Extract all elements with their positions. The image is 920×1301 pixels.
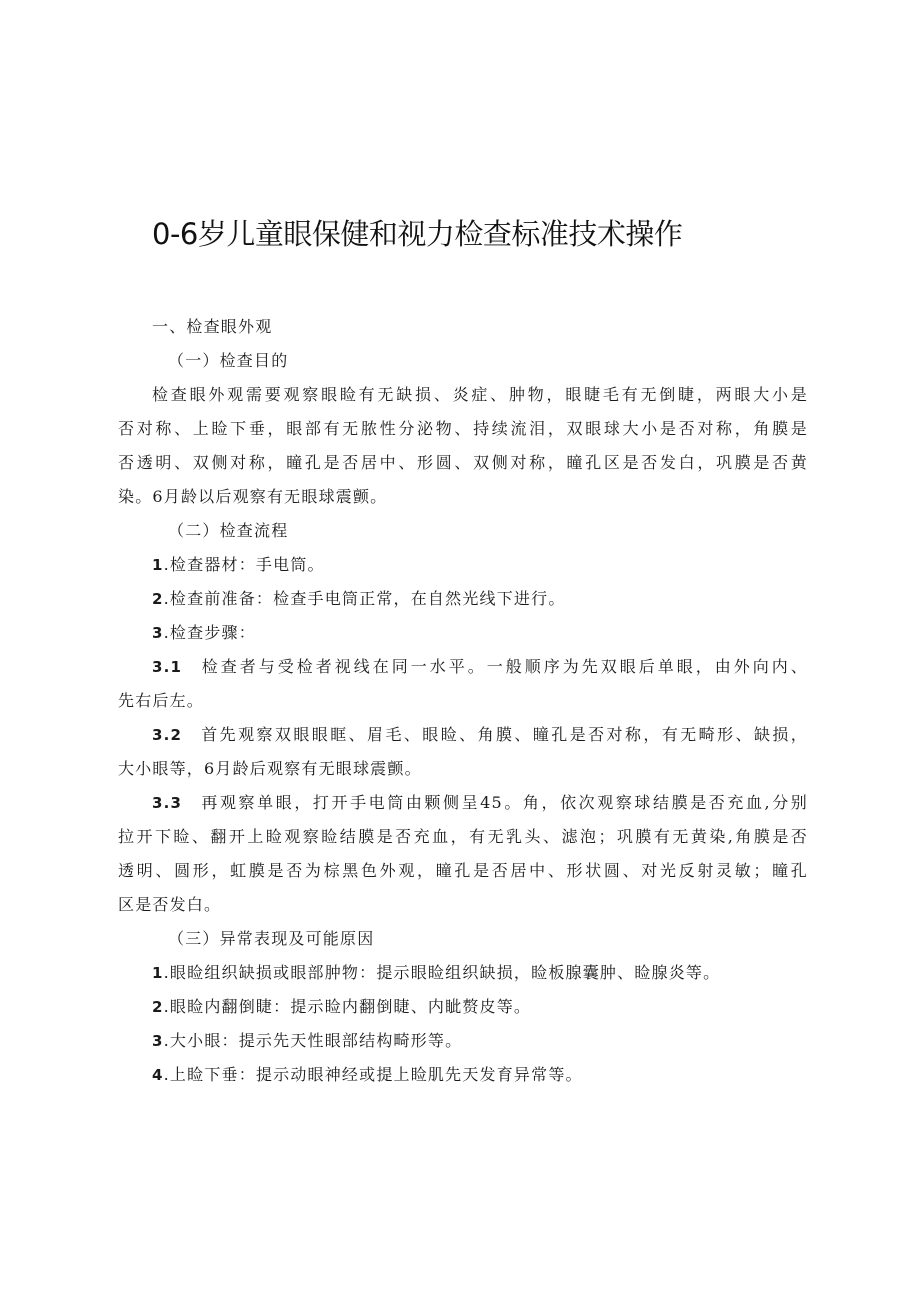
step-paragraph (118, 786, 808, 922)
document-body (118, 310, 808, 1092)
document-title: 0-6岁儿童眼保健和视力检查标准技术操作 (152, 217, 683, 251)
paragraph-line: 检查眼外观需要观察眼睑有无缺损、炎症、肿物，眼睫毛有无倒睫，两眼大小是 (152, 385, 808, 404)
paragraph-line: 否对称、上睑下垂，眼部有无脓性分泌物、持续流泪，双眼球大小是否对称，角膜是 (118, 419, 808, 438)
list-item (118, 616, 808, 650)
list-text: .上睑下垂：提示动眼神经或提上睑肌先天发育异常等。 (163, 1065, 583, 1084)
list-text: .眼睑组织缺损或眼部肿物：提示眼睑组织缺损，睑板腺囊肿、睑腺炎等。 (163, 963, 721, 982)
step-number: 3.2 (152, 726, 183, 744)
paragraph-line: 区是否发白。 (118, 895, 222, 914)
list-text: .检查前准备：检查手电筒正常，在自然光线下进行。 (163, 589, 566, 608)
subsection-heading-procedure: （二）检查流程 (168, 521, 289, 540)
step-text: 再观察单眼，打开手电筒由颗侧呈45。角，依次观察球结膜是否充血,分别 (200, 793, 808, 812)
paragraph-line: 透明、圆形，虹膜是否为棕黑色外观，瞳孔是否居中、形状圆、对光反射灵敏；瞳孔 (118, 861, 808, 880)
step-text: 检查者与受检者视线在同一水平。一般顺序为先双眼后单眼，由外向内、 (200, 657, 808, 676)
list-item (118, 582, 808, 616)
paragraph-line: 拉开下睑、翻开上睑观察睑结膜是否充血，有无乳头、滤泡；巩膜有无黄染,角膜是否 (118, 827, 808, 846)
list-item (118, 956, 808, 990)
paragraph-line: 否透明、双侧对称，瞳孔是否居中、形圆、双侧对称，瞳孔区是否发白，巩膜是否黄 (118, 453, 808, 472)
list-number: 1 (152, 964, 164, 982)
list-text: .大小眼：提示先天性眼部结构畸形等。 (163, 1031, 463, 1050)
subsection-heading-abnormal: （三）异常表现及可能原因 (168, 929, 375, 948)
section-heading: 一、检查眼外观 (152, 317, 273, 336)
paragraph-line: 染。6月龄以后观察有无眼球震颤。 (118, 487, 388, 506)
list-text: .检查器材：手电筒。 (163, 555, 325, 574)
paragraph-line: 大小眼等，6月龄后观察有无眼球震颤。 (118, 759, 422, 778)
list-text: .检查步骤： (163, 623, 256, 642)
list-number: 3 (152, 1032, 164, 1050)
purpose-paragraph (118, 378, 808, 514)
list-number: 2 (152, 998, 164, 1016)
list-number: 1 (152, 556, 164, 574)
list-number: 2 (152, 590, 164, 608)
paragraph-line (118, 786, 808, 820)
list-item (118, 1024, 808, 1058)
paragraph-line (118, 718, 808, 752)
step-number: 3.3 (152, 794, 183, 812)
list-item (118, 1058, 808, 1092)
list-item (118, 990, 808, 1024)
step-number: 3.1 (152, 658, 183, 676)
step-paragraph (118, 718, 808, 786)
step-text: 首先观察双眼眼眶、眉毛、眼睑、角膜、瞳孔是否对称，有无畸形、缺损， (200, 725, 808, 744)
list-item (118, 548, 808, 582)
list-number: 4 (152, 1066, 164, 1084)
subsection-heading-purpose: （一）检查目的 (168, 351, 289, 370)
step-paragraph (118, 650, 808, 718)
list-text: .眼睑内翻倒睫：提示睑内翻倒睫、内眦赘皮等。 (163, 997, 532, 1016)
list-number: 3 (152, 624, 164, 642)
paragraph-line: 先右后左。 (118, 691, 205, 710)
paragraph-line (118, 650, 808, 684)
